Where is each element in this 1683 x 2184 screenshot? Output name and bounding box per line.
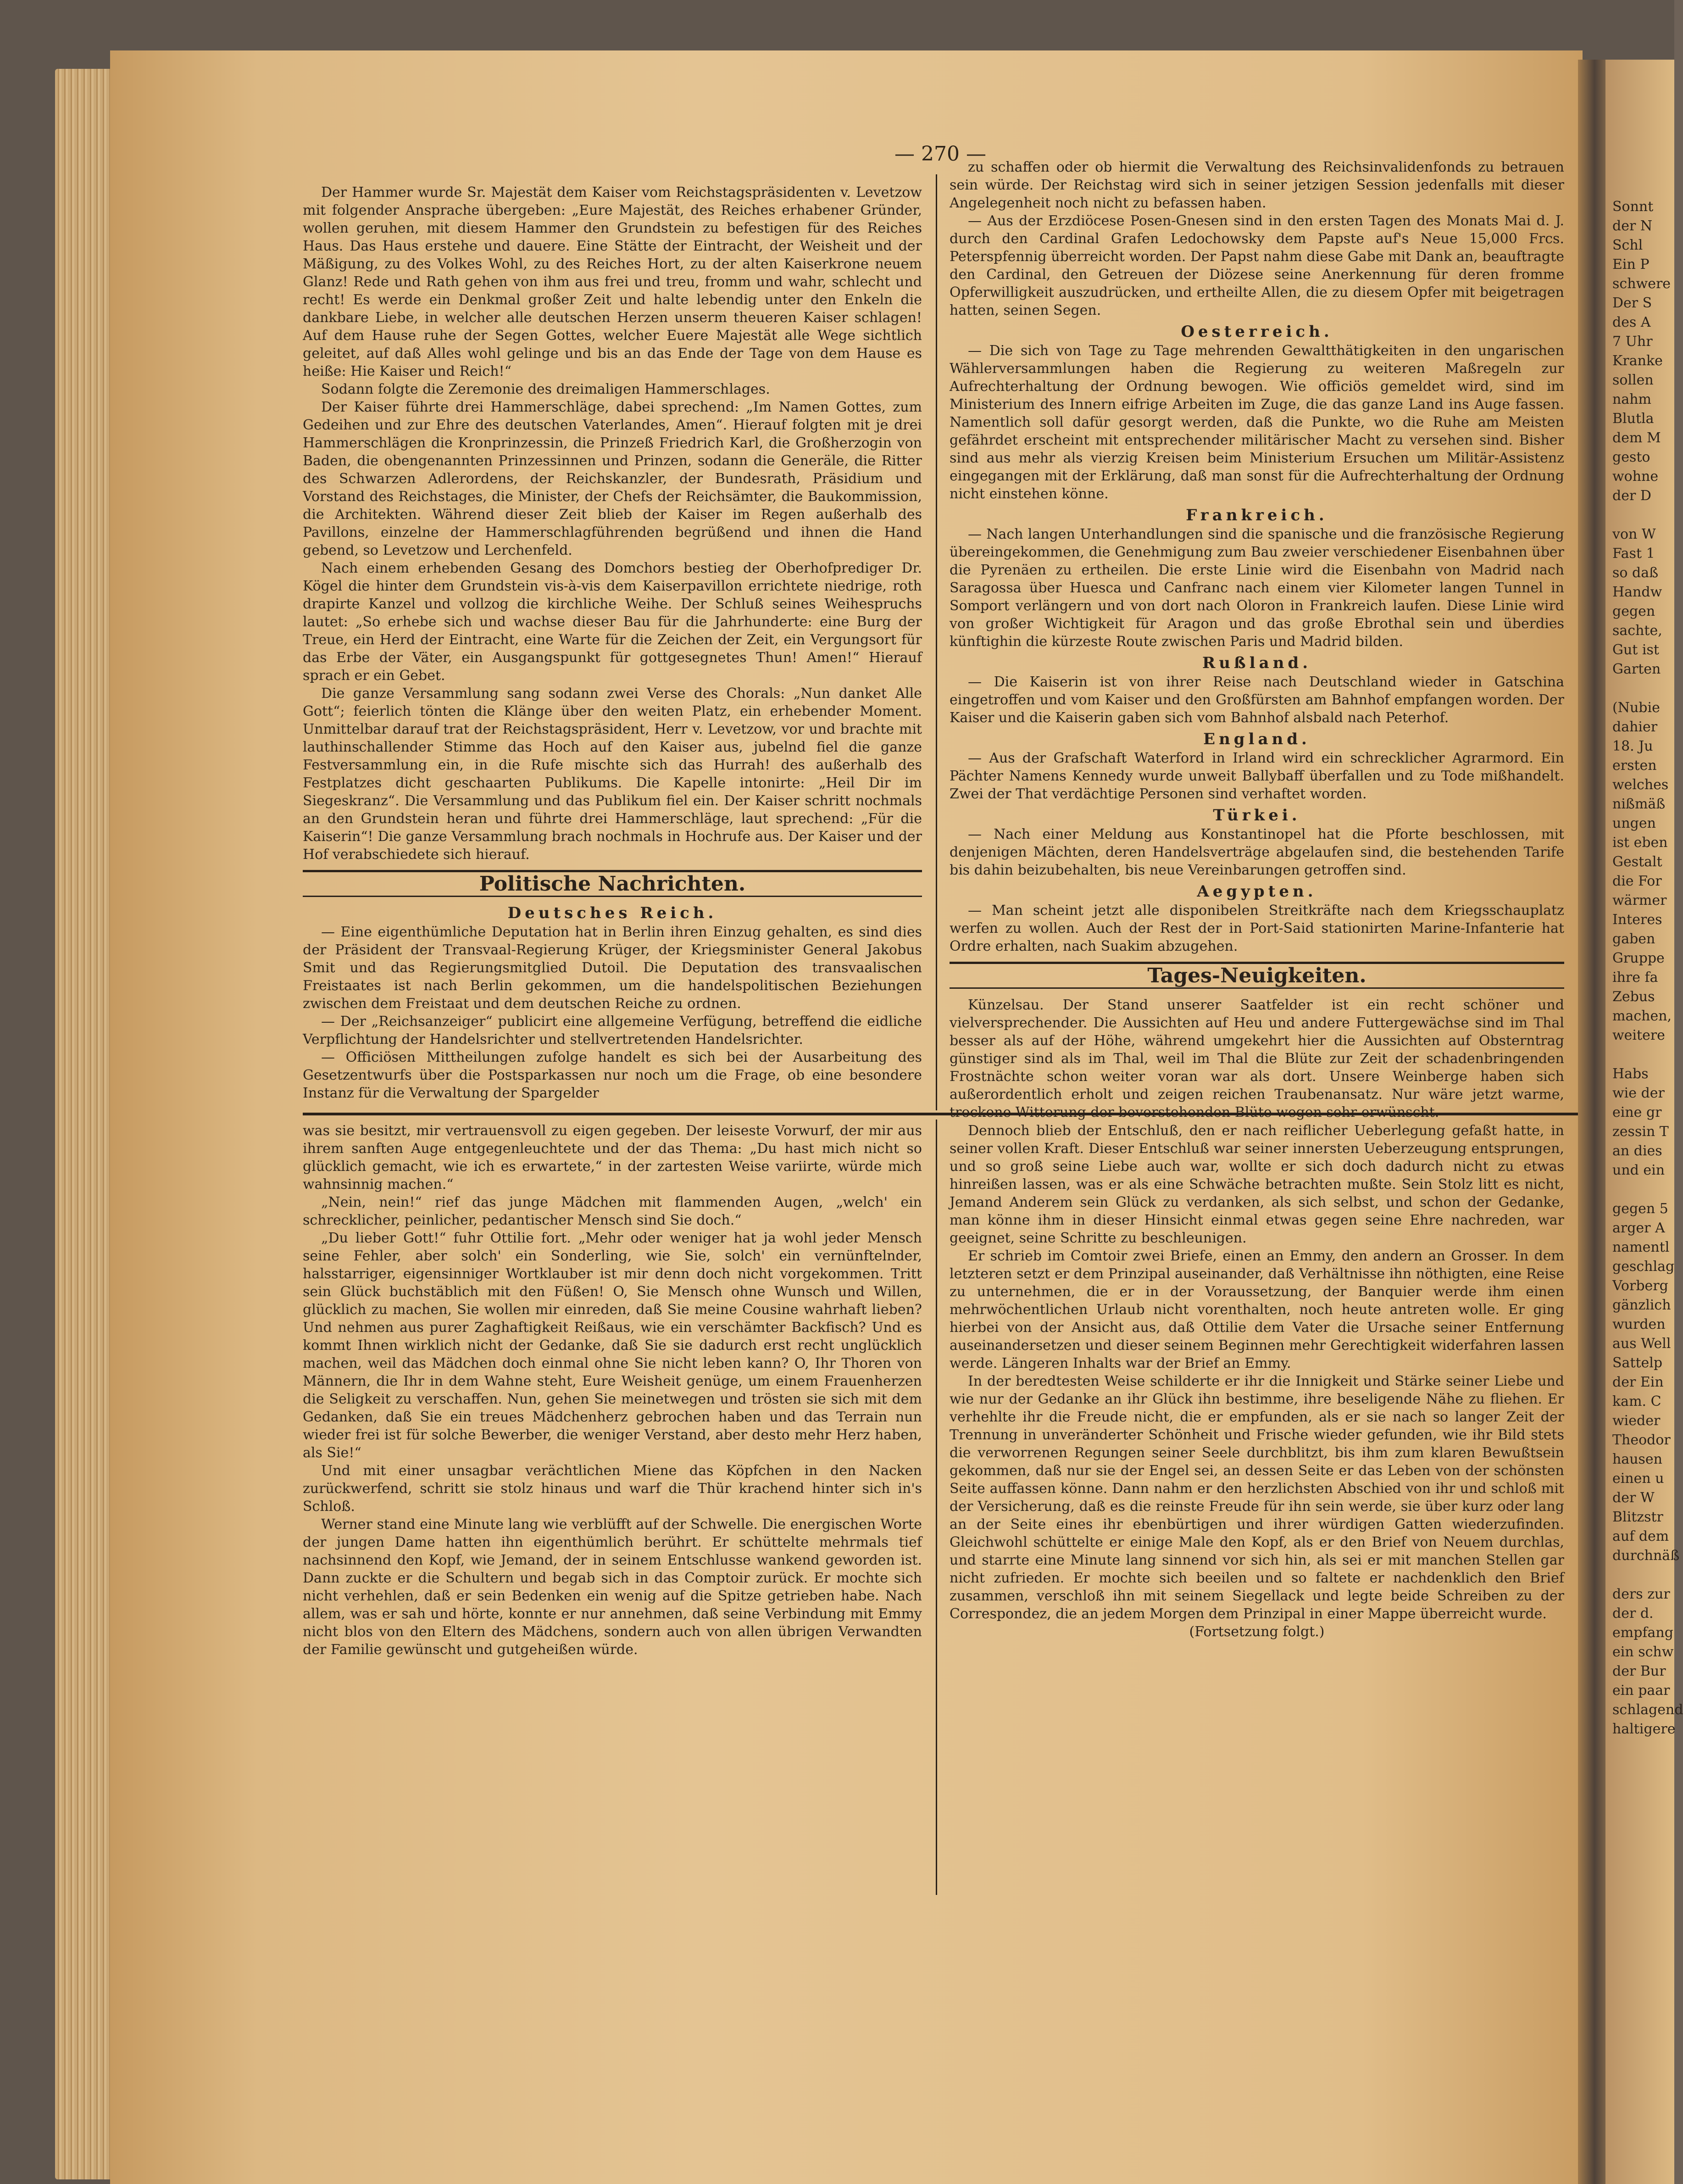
facing-page-line: Gruppe bbox=[1612, 950, 1665, 966]
facing-page-line: sollen bbox=[1612, 372, 1654, 388]
facing-page-line: der W bbox=[1612, 1490, 1655, 1506]
facing-page-line: der Bur bbox=[1612, 1663, 1666, 1679]
facing-page-line: durchnäß bbox=[1612, 1548, 1680, 1564]
facing-page-line: Ein P bbox=[1612, 256, 1650, 273]
paragraph: Sodann folgte die Zeremonie des dreimaligen Hammerschlages. bbox=[321, 381, 770, 397]
column-left-upper bbox=[303, 184, 922, 1102]
facing-page-line: Gut ist bbox=[1612, 642, 1659, 658]
facing-page-line: (Nubie bbox=[1612, 700, 1660, 716]
facing-page-line: ersten bbox=[1612, 758, 1657, 774]
paragraph: „Du lieber Gott!“ fuhr Ottilie fort. „Mehr oder weniger hat ja wohl jeder Mensch seine Fehler, aber solch' ein Sonderling, wie Sie, solch' ein vernünftelnder, halsstarriger, eigensinniger Wortklauber ist mir denn doch nicht vorgekommen. Tritt sein Glück buchstäblich mit den Füßen! O, Sie Mensch ohne Wunsch und Willen, glücklich zu machen, Sie wollen mir einreden, daß Sie meine Cousine wahrhaft lieben? Und nehmen aus purer Zaghaftigkeit Reißaus, wie ein verschämter Backfisch? Und es kommt Ihnen wirklich nicht der Gedanke, daß Sie sie dadurch erst recht unglücklich machen, weil das Mädchen doch einmal ohne Sie nicht leben kann? O, Ihr Thoren von Männern, die Ihr in dem Wahne steht, Eure Weisheit genüge, um einem Frauenherzen die Seligkeit zu verschaffen. Nun, gehen Sie meinetwegen und trösten sie sich mit dem Gedanken, daß Sie ein treues Mädchenherz gebrochen haben und das Terrain nun wieder frei ist für solche Bewerber, die weniger Verstand, aber desto mehr Herz haben, als Sie!“ bbox=[303, 1230, 922, 1461]
facing-page-line: an dies bbox=[1612, 1143, 1662, 1159]
book-gutter bbox=[1578, 60, 1605, 2184]
facing-page-line: ders zur bbox=[1612, 1586, 1670, 1602]
facing-page-line: ist eben bbox=[1612, 835, 1668, 851]
facing-page-line: gesto bbox=[1612, 449, 1650, 465]
facing-page-line: Der S bbox=[1612, 295, 1652, 311]
facing-page-line: aus Well bbox=[1612, 1336, 1671, 1352]
column-right-upper bbox=[950, 158, 1564, 1121]
page-number: — 270 — bbox=[894, 142, 986, 166]
facing-page-line: wärmer bbox=[1612, 892, 1667, 908]
facing-page-line: der D bbox=[1612, 488, 1651, 504]
facing-page-line: des A bbox=[1612, 314, 1651, 330]
section-heading-political: Politische Nachrichten. bbox=[303, 870, 922, 897]
facing-page-line: Theodor bbox=[1612, 1432, 1671, 1448]
subheading-tuerkei: Türkei. bbox=[1213, 806, 1301, 825]
facing-page-line: dahier bbox=[1612, 719, 1658, 735]
facing-page-line: Zebus bbox=[1612, 989, 1655, 1005]
facing-page-line: der d. bbox=[1612, 1605, 1654, 1621]
paragraph: „Nein, nein!“ rief das junge Mädchen mit flammenden Augen, „welch' ein schrecklicher, peinlicher, pedantischer Mensch sind Sie doch.“ bbox=[303, 1194, 922, 1228]
facing-page-line: Interes bbox=[1612, 912, 1662, 928]
facing-page-line: zessin T bbox=[1612, 1124, 1669, 1140]
facing-page-line: der N bbox=[1612, 218, 1653, 234]
facing-page-line: ihre fa bbox=[1612, 969, 1658, 986]
subheading-russland: Rußland. bbox=[1202, 654, 1312, 672]
facing-page-line: arger A bbox=[1612, 1220, 1665, 1236]
paragraph: — Der „Reichsanzeiger“ publicirt eine allgemeine Verfügung, betreffend die eidliche Verpflichtung der Handelsrichter und stellvertretenden Handelsrichter. bbox=[303, 1014, 922, 1047]
facing-page-line: sachte, bbox=[1612, 623, 1662, 639]
section-heading-tages: Tages-Neuigkeiten. bbox=[950, 962, 1564, 989]
facing-page-line: Sonnt bbox=[1612, 199, 1654, 215]
facing-page-line: nißmäß bbox=[1612, 796, 1666, 812]
facing-page-line bbox=[1612, 1045, 1672, 1064]
paragraph: Dennoch blieb der Entschluß, den er nach reiflicher Ueberlegung gefaßt hatte, in seiner vollen Kraft. Dieser Entschluß war seiner innersten Ueberzeugung entsprungen, und so groß seine Liebe auch war, wollte er sich doch dadurch nicht zu etwas hinreißen lassen, was er als eine Schwäche betrachten mußte. Sein Stolz litt es nicht, Jemand Anderem sein Glück zu verdanken, als sich selbst, und schon der Gedanke, man könne ihm in dieser Hinsicht einmal etwas gegen seine Ehre nachreden, war geeignet, seine Schritte zu beschleunigen. bbox=[950, 1123, 1564, 1246]
continuation-note: (Fortsetzung folgt.) bbox=[1189, 1624, 1325, 1640]
facing-page-line: haltigere bbox=[1612, 1721, 1676, 1737]
facing-page-line: wurden bbox=[1612, 1316, 1666, 1332]
facing-page-line: Kranke bbox=[1612, 353, 1663, 369]
subheading-england: England. bbox=[1203, 730, 1311, 748]
facing-page-line: dem M bbox=[1612, 430, 1661, 446]
subheading-frankreich: Frankreich. bbox=[1186, 506, 1328, 524]
subheading-oesterreich: Oesterreich. bbox=[1181, 323, 1333, 341]
facing-page-line: geschlag bbox=[1612, 1259, 1675, 1275]
paragraph: Die ganze Versammlung sang sodann zwei Verse des Chorals: „Nun danket Alle Gott“; feierlich tönten die Klänge über den weiten Platz, ein erhebender Moment. Unmittelbar darauf trat der Reichstagspräsident, Herr v. Levetzow, vor und brachte mit lauthinschallender Stimme das Hoch auf den Kaiser aus, jubelnd fiel die ganze Festversammlung ein, in die Rufe mischte sich das Hurrah! des außerhalb des Festplatzes dicht geschaarten Publikums. Die Kapelle intonirte: „Heil Dir im Siegeskranz“. Die Versammlung und das Publikum fiel ein. Der Kaiser schritt nochmals an den Grundstein heran und führte drei Hammerschläge, laut sprechend: „Für die Kaiserin“! Die ganze Versammlung brach nochmals in Hochrufe aus. Der Kaiser und der Hof verabschiedete sich hierauf. bbox=[303, 685, 922, 863]
facing-page-line: gegen bbox=[1612, 603, 1655, 619]
paragraph: Er schrieb im Comtoir zwei Briefe, einen an Emmy, den andern an Grosser. In dem letzteren setzt er dem Prinzipal auseinander, daß Verhältnisse ihn nöthigten, eine Reise zu unternehmen, die er in der Voraussetzung, der Banquier werde ihm einen mehrwöchentlichen Urlaub nicht vorenthalten, noch heute antreten wolle. Er ging hierbei von der Ansicht aus, daß Ottilie dem Vater die Ursache seiner Entfernung auseinandersetzen und dieser seinem Beginnen mehr Gerechtigkeit widerfahren lassen werde. Längeren Inhalts war der Brief an Emmy. bbox=[950, 1248, 1564, 1371]
facing-page-line: nahm bbox=[1612, 391, 1651, 407]
facing-page-line: kam. C bbox=[1612, 1393, 1661, 1410]
facing-page-line: gegen 5 bbox=[1612, 1201, 1668, 1217]
facing-page-line: schwere bbox=[1612, 276, 1671, 292]
facing-page-line: die For bbox=[1612, 873, 1662, 889]
facing-page-line: hausen bbox=[1612, 1451, 1662, 1467]
facing-page-text bbox=[1612, 197, 1683, 1739]
facing-page-line: wieder bbox=[1612, 1413, 1661, 1429]
facing-page-line: Vorberg bbox=[1612, 1278, 1668, 1294]
facing-page-line: Gestalt bbox=[1612, 854, 1662, 870]
facing-page-line: schlagend bbox=[1612, 1702, 1683, 1718]
facing-page-line: auf dem bbox=[1612, 1528, 1669, 1544]
facing-page-line: der Ein bbox=[1612, 1374, 1664, 1390]
column-right-novel bbox=[950, 1122, 1564, 1641]
facing-page-line: machen, bbox=[1612, 1008, 1672, 1024]
facing-page-line: Blitzstr bbox=[1612, 1509, 1663, 1525]
facing-page-line: gaben bbox=[1612, 931, 1655, 947]
paragraph: Werner stand eine Minute lang wie verblüfft auf der Schwelle. Die energischen Worte der jungen Dame hatten ihn eigenthümlich berührt. Er schüttelte mehrmals tief nachsinnend den Kopf, wie Jemand, der in seinem Entschlusse wankend geworden ist. Dann zuckte er die Schultern und begab sich in das Comptoir zurück. Er mochte sich nicht verhehlen, daß er sein Bedenken ein wenig auf die Spitze getrieben habe. Nach allem, was er sah und hörte, konnte er nur annehmen, daß seine Verbindung mit Emmy nicht blos von den Eltern des Mädchens, sondern auch von allen übrigen Verwandten der Familie gewünscht und gutgeheißen würde. bbox=[303, 1516, 922, 1658]
facing-page-line: Handw bbox=[1612, 584, 1662, 600]
facing-page-line: eine gr bbox=[1612, 1104, 1662, 1120]
paragraph: — Die Kaiserin ist von ihrer Reise nach Deutschland wieder in Gatschina eingetroffen und vom Kaiser und den Großfürsten am Bahnhof empfangen worden. Der Kaiser und die Kaiserin gaben sich vom Bahnhof alsbald nach Peterhof. bbox=[950, 674, 1564, 726]
facing-page-line: 18. Ju bbox=[1612, 738, 1653, 754]
subheading-aegypten: Aegypten. bbox=[1197, 882, 1317, 901]
paragraph: — Officiösen Mittheilungen zufolge handelt es sich bei der Ausarbeitung des Gesetzentwurfs über die Postsparkassen nur noch um die Frage, ob eine besondere Instanz für die Verwaltung der Spargelder bbox=[303, 1049, 922, 1101]
paragraph: was sie besitzt, mir vertrauensvoll zu eigen gegeben. Der leiseste Vorwurf, der mir aus ihrem sanften Auge entgegenleuchtete und der das Thema: „Du hast mich nicht so glücklich gemacht, wie ich es erwartete,“ in der zartesten Weise variirte, würde mich wahnsinnig machen.“ bbox=[303, 1123, 922, 1192]
facing-page-line bbox=[1612, 506, 1672, 525]
facing-page-line: Schl bbox=[1612, 237, 1643, 253]
facing-page-line: Fast 1 bbox=[1612, 546, 1655, 562]
paragraph: — Die sich von Tage zu Tage mehrenden Gewaltthätigkeiten in den ungarischen Wählerversammlungen haben die Regierung zu weiteren Maßregeln zur Aufrechterhaltung der Ordnung bewogen. Wie officiös gemeldet wird, sind im Ministerium des Innern eifrige Arbeiten im Zuge, die das ganze Land ins Auge fassen. Namentlich soll dafür gesorgt werden, daß die Punkte, wo die Ruhe am Meisten gefährdet erscheint mit entsprechender militärischer Macht zu versehen sind. Bisher sind aus mehr als vierzig Kreisen beim Ministerium Ersuchen um Militär-Assistenz eingegangen mit der Erklärung, daß man sonst für die Aufrechterhaltung der Ordnung nicht einstehen könne. bbox=[950, 343, 1564, 502]
paragraph: Und mit einer unsagbar verächtlichen Miene das Köpfchen in den Nacken zurückwerfend, schritt sie stolz hinaus und warf die Thür krachend hinter sich in's Schloß. bbox=[303, 1463, 922, 1515]
paragraph: — Man scheint jetzt alle disponibelen Streitkräfte nach dem Kriegsschauplatz werfen zu wollen. Auch der Rest der in Port-Said stationirten Marine-Infanterie hat Ordre erhalten, nach Suakim abzugehen. bbox=[950, 903, 1564, 954]
facing-page-line: Sattelp bbox=[1612, 1355, 1663, 1371]
column-rule-lower bbox=[936, 1120, 937, 1895]
facing-page-line: Garten bbox=[1612, 661, 1661, 677]
paragraph: — Aus der Erzdiöcese Posen-Gnesen sind in den ersten Tagen des Monats Mai d. J. durch den Cardinal Grafen Ledochowsky dem Papste auf's Neue 15,000 Frcs. Peterspfennig überreicht worden. Der Papst nahm diese Gabe mit Dank an, beauftragte den Cardinal, den Getreuen der Diözese seine Anerkennung für deren fromme Opferwilligkeit auszudrücken, und ertheilte Allen, die zu diesem Opfer mit beigetragen hatten, seinen Segen. bbox=[950, 213, 1564, 318]
facing-page-line: Habs bbox=[1612, 1066, 1649, 1082]
facing-page-line: welches bbox=[1612, 777, 1669, 793]
facing-page-line: einen u bbox=[1612, 1471, 1664, 1487]
facing-page-line: wohne bbox=[1612, 468, 1659, 485]
paragraph: In der beredtesten Weise schilderte er ihr die Innigkeit und Stärke seiner Liebe und wie nur der Gedanke an ihr Glück ihn bestimme, ihre beseligende Nähe zu fliehen. Er verhehlte ihr die Freude nicht, die er empfunden, als er sie nach so langer Zeit der Trennung in unveränderter Schönheit und Frische wieder gefunden, wie ihr Bild stets die verworrenen Regungen seiner Seele durchblitzt, bis ihm zum klaren Bewußtsein gekommen, daß nur sie der Engel sei, an dessen Seite er das Leben von der schönsten Seite auffassen könne. Dann nahm er den herzlichsten Abschied von ihr und schloß mit der Versicherung, daß es die reinste Freude für ihn sein werde, sie über kurz oder lang an der Seite eines ihr ebenbürtigen und ihrer würdigen Gatten wiederzufinden. Gleichwohl schüttelte er einige Male den Kopf, als er den Brief von Neuem durchlas, und starrte eine Minute lang sinnend vor sich hin, als sei er mit manchen Stellen gar nicht zufrieden. Er mochte sich beeilen und so faltete er nachdenklich den Brief zusammen, verschloß ihn mit seinem Siegellack und legte beide Schreiben zu der Correspondez, die an jedem Morgen dem Prinzipal in einer Mappe überreicht wurde. bbox=[950, 1373, 1564, 1622]
facing-page-line: weitere bbox=[1612, 1027, 1665, 1043]
facing-page-line: ein paar bbox=[1612, 1683, 1670, 1699]
paragraph: Der Kaiser führte drei Hammerschläge, dabei sprechend: „Im Namen Gottes, zum Gedeihen und zur Ehre des deutschen Vaterlandes, Amen“. Hierauf folgten mit je drei Hammerschlägen die Kronprinzessin, die Prinzeß Friedrich Karl, die Großherzogin von Baden, die obengenannten Prinzessinnen und Prinzen, sodann die Generäle, die Ritter des Schwarzen Adlerordens, der Reichskanzler, der Bundesrath, Präsidium und Vorstand des Reichstages, die Minister, der Chefs der Reichsämter, die Baukommission, die Architekten. Während dieser Zeit blieb der Kaiser im Regen außerhalb des Pavillons, einzelne der Hammerschlagführenden begrüßend und ihnen die Hand gebend, so Levetzow und Lerchenfeld. bbox=[303, 399, 922, 558]
facing-page-line bbox=[1612, 1566, 1672, 1585]
paragraph: — Nach einer Meldung aus Konstantinopel hat die Pforte beschlossen, mit denjenigen Mächten, deren Handelsverträge abgelaufen sind, die bestehenden Tarife bis dahin beizubehalten, bis neue Vereinbarungen getroffen sind. bbox=[950, 826, 1564, 878]
facing-page-line bbox=[1612, 1180, 1672, 1199]
column-rule-upper bbox=[936, 174, 937, 1110]
facing-page-line: 7 Uhr bbox=[1612, 334, 1653, 350]
facing-page-line: ein schw bbox=[1612, 1644, 1674, 1660]
subheading-deutsches-reich: Deutsches Reich. bbox=[507, 904, 717, 922]
facing-page-line: Blutla bbox=[1612, 411, 1654, 427]
paragraph: Nach einem erhebenden Gesang des Domchors bestieg der Oberhofprediger Dr. Kögel die hinter dem Grundstein vis-à-vis dem Kaiserpavillon errichtete niedrige, roth drapirte Kanzel und vollzog die kirchliche Weihe. Der Schluß seines Weihespruchs lautet: „So erhebe sich und wachse dieser Bau für die Jahrhunderte: eine Burg der Treue, ein Herd der Eintracht, eine Warte für die Zeichen der Zeit, ein Vergungsort für das Erbe der Väter, ein Ausgangspunkt für gottgesegnetes Thun! Amen!“ Hierauf sprach er ein Gebet. bbox=[303, 560, 922, 684]
paragraph: Der Hammer wurde Sr. Majestät dem Kaiser vom Reichstagspräsidenten v. Levetzow mit folgender Ansprache übergeben: „Eure Majestät, des Reiches erhabener Gründer, wollen geruhen, mit diesem Hammer den Grundstein zu befestigen für des Reiches Haus. Das Haus erstehe und dauere. Eine Stätte der Eintracht, der Weisheit und der Mäßigung, zu des Volkes Wohl, zu des Reiches Hort, zu der alten Kaiserkrone neuem Glanz! Rede und Rath gehen von ihm aus frei und treu, fromm und wahr, schlecht und recht! Es werde ein Denkmal großer Zeit und halte lebendig unter den Enkeln die dankbare Liebe, in welcher alle deutschen Herzen unserm theueren Kaiser schlagen! Auf dem Hause ruhe der Segen Gottes, welcher Euere Majestät alle Wege sichtlich geleitet, auf daß Alles wohl gelinge und bis an das Ende der Tage von dem Hause es heiße: Hie Kaiser und Reich!“ bbox=[303, 184, 922, 379]
facing-page-line: empfang bbox=[1612, 1625, 1673, 1641]
column-left-novel bbox=[303, 1122, 922, 1659]
paragraph: Künzelsau. Der Stand unserer Saatfelder ist ein recht schöner und vielversprechender. Die Aussichten auf Heu und andere Futtergewächse sind im Thal besser als auf der Höhe, während umgekehrt hier die Aussichten auf Obsterntrag günstiger sind als im Thal, weil im Thal die Blüte zur Zeit der schadenbringenden Frostnächte schon weiter voran war als dort. Unsere Weinberge haben sich außerordentlich erholt und zeigen reichen Traubenansatz. Nur wäre jetzt warme, trockene Witterung der bevorstehenden Blüte wegen sehr erwünscht. bbox=[950, 997, 1564, 1120]
facing-page-line: von W bbox=[1612, 526, 1656, 542]
paragraph: zu schaffen oder ob hiermit die Verwaltung des Reichsinvalidenfonds zu betrauen sein würde. Der Reichstag wird sich in seiner jetzigen Session jedenfalls mit dieser Angelegenheit noch nicht zu befassen haben. bbox=[950, 159, 1564, 211]
facing-page-line: namentl bbox=[1612, 1239, 1670, 1255]
facing-page-line: und ein bbox=[1612, 1162, 1665, 1178]
paragraph: — Eine eigenthümliche Deputation hat in Berlin ihren Einzug gehalten, es sind dies der Präsident der Transvaal-Regierung Krüger, der Kriegsminister General Jakobus Smit und das Regierungsmitglied Dutoil. Die Deputation des transvaalischen Freistaates ist nach Berlin gekommen, um die handelspolitischen Beziehungen zwischen dem Freistaat und dem deutschen Reiche zu ordnen. bbox=[303, 924, 922, 1012]
paragraph: — Nach langen Unterhandlungen sind die spanische und die französische Regierung übereingekommen, die Genehmigung zum Bau zweier verschiedener Eisenbahnen über die Pyrenäen zu ertheilen. Die erste Linie wird die Eisenbahn von Madrid nach Saragossa über Huesca und Canfranc nach einem vier Kilometer langen Tunnel in Somport verlängern und von dort nach Oloron in Frankreich laufen. Diese Linie wird von großer Wichtigkeit für Aragon und das große Ebrothal sein und überdies künftighin die kürzeste Route zwischen Paris und Madrid bilden. bbox=[950, 526, 1564, 650]
facing-page-line: so daß bbox=[1612, 565, 1659, 581]
facing-page-line bbox=[1612, 679, 1672, 698]
facing-page-line: ungen bbox=[1612, 815, 1656, 831]
paragraph: — Aus der Grafschaft Waterford in Irland wird ein schrecklicher Agrarmord. Ein Pächter Namens Kennedy wurde unweit Ballybaff überfallen und zu Tode mißhandelt. Zwei der That verdächtige Personen sind verhaftet worden. bbox=[950, 750, 1564, 802]
facing-page-line: gänzlich bbox=[1612, 1297, 1671, 1313]
facing-page-line: wie der bbox=[1612, 1085, 1665, 1101]
